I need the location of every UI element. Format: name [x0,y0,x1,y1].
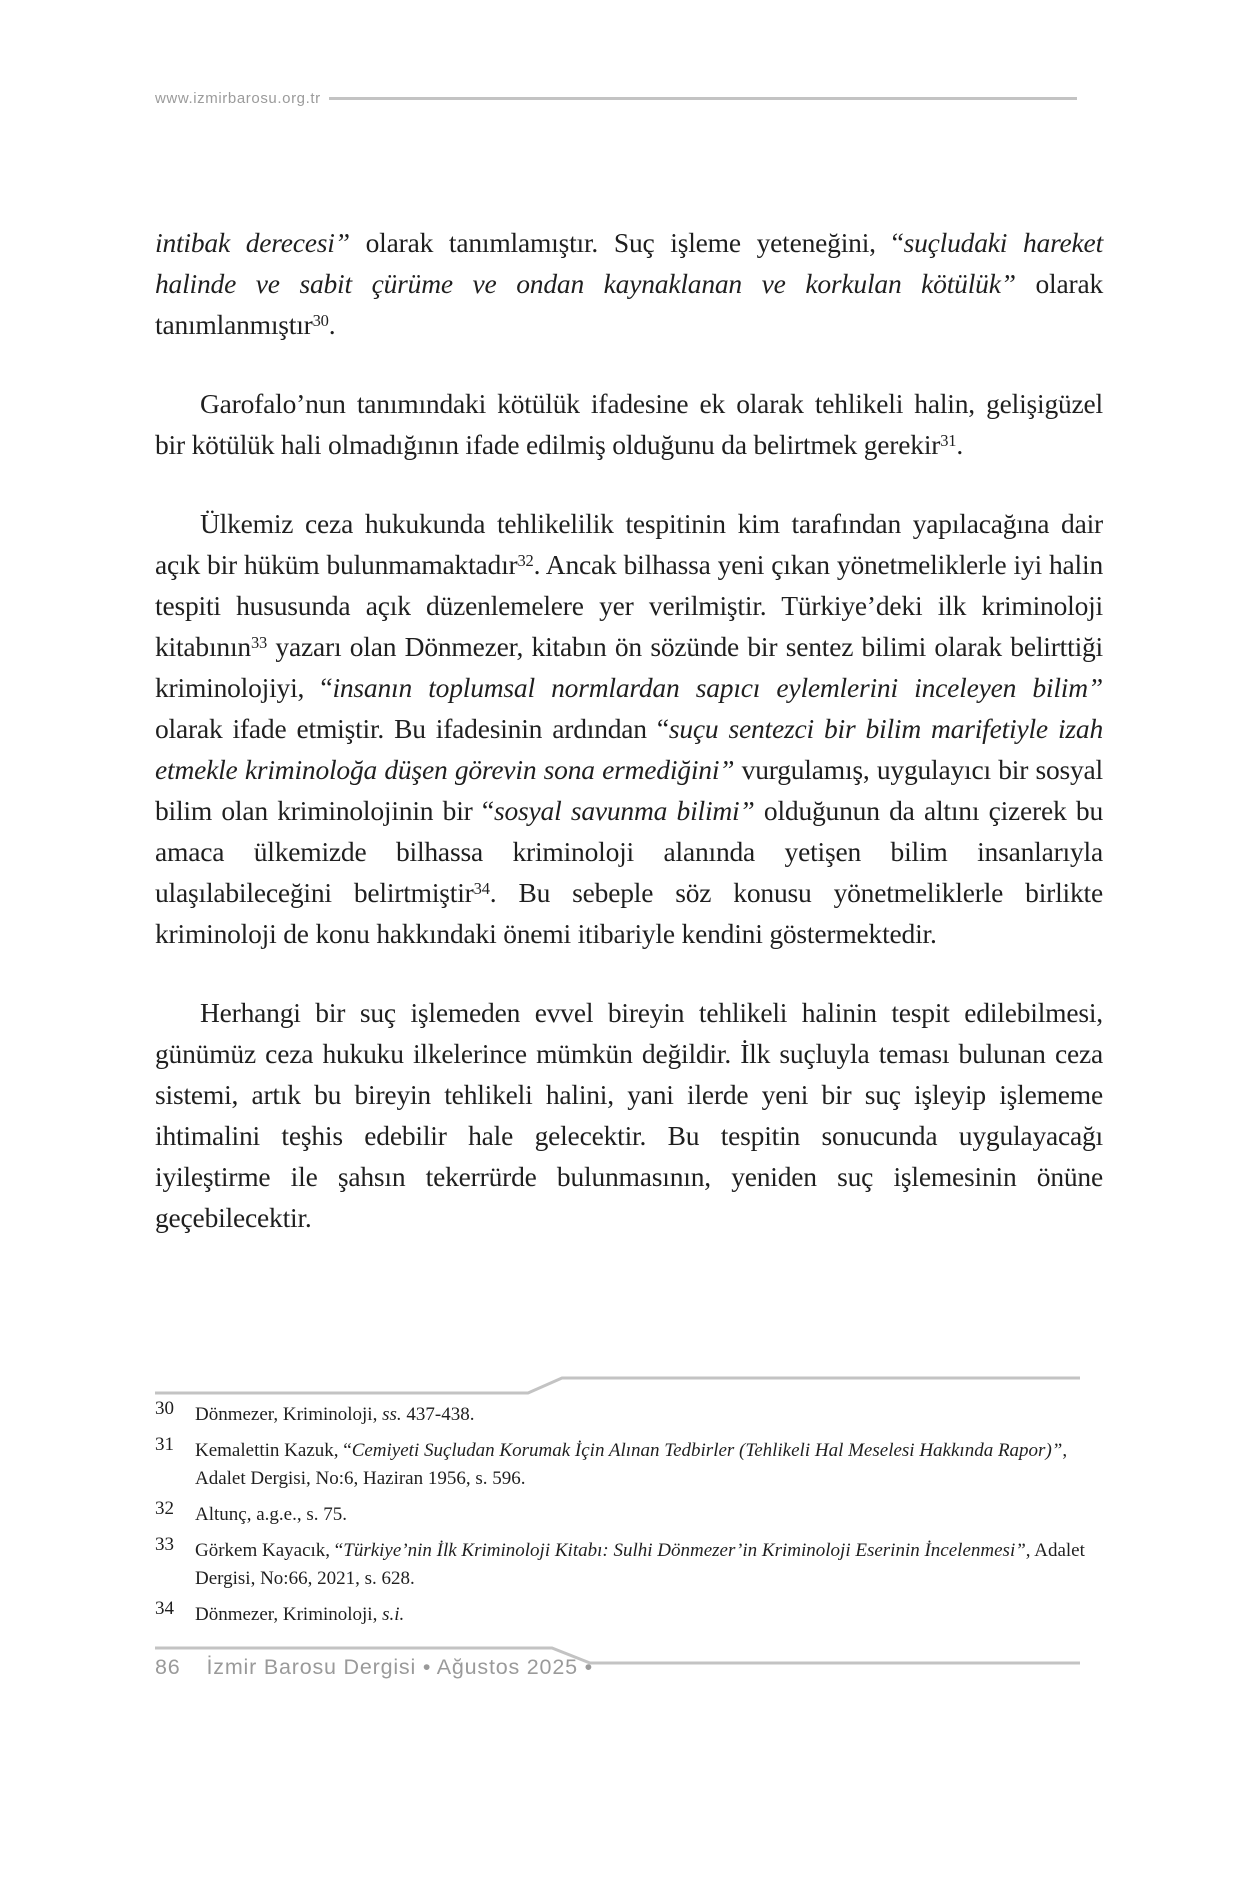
footer-text: İzmir Barosu Dergisi • Ağustos 2025 • [206,1655,593,1679]
footnote-text: Görkem Kayacık, “Türkiye’nin İlk Kriminoloji Kitabı: Sulhi Dönmezer’in Kriminoloji Eserinin İncelenmesi”, Adalet Dergisi, No:66, 2021, s. 628. [195,1540,1085,1589]
footnote-33 [155,1534,1105,1593]
footnote-text: Dönmezer, Kriminoloji, s.i. [195,1604,405,1625]
page-footer [155,1655,593,1680]
page-header [155,90,1077,107]
footnotes-section [155,1398,1105,1637]
footnote-text: Kemalettin Kazuk, “Cemiyeti Suçludan Korumak İçin Alınan Tedbirler (Tehlikeli Hal Meselesi Hakkında Rapor)”, Adalet Dergisi, No:6, Haziran 1956, s. 596. [195,1440,1068,1489]
footnote-text: Dönmezer, Kriminoloji, ss. 437-438. [195,1404,475,1425]
body-text [155,222,1103,1276]
footnote-30 [155,1398,1105,1429]
footnote-number: 32 [155,1498,174,1519]
page-number: 86 [155,1655,181,1679]
footnote-separator-line [0,1370,1260,1400]
footnote-number: 33 [155,1534,174,1555]
paragraph-4: Herhangi bir suç işlemeden evvel bireyin tehlikeli halinin tespit edilebilmesi, günümüz ceza hukuku ilkelerince mümkün değildir. İlk suçluyla teması bulunan ceza sistemi, artık bu bireyin tehlikeli halini, yani ilerde yeni bir suç işleyip işlememe ihtimalini teşhis edebilir hale gelecektir. Bu tespitin sonucunda uygulayacağı iyileştirme ile şahsın tekerrürde bulunmasının, yeniden suç işlemesinin önüne geçebilecektir. [155,997,1103,1233]
footnote-32 [155,1498,1105,1529]
footnote-number: 34 [155,1598,174,1619]
header-rule [329,97,1077,100]
footnote-34 [155,1598,1105,1629]
footnote-31 [155,1434,1105,1493]
paragraph-1: intibak derecesi” olarak tanımlamıştır. Suç işleme yeteneğini, “suçludaki hareket halinde ve sabit çürüme ve ondan kaynaklanan ve korkulan kötülük” olarak tanımlanmıştır$^{30}$. [155,227,1104,340]
paragraph-2: Garofalo’nun tanımındaki kötülük ifadesine ek olarak tehlikeli halin, gelişigüzel bir kötülük hali olmadığının ifade edilmiş olduğunu da belirtmek gerekir$^{31}$. [155,388,1103,460]
header-url: www.izmirbarosu.org.tr [155,90,321,107]
footnote-text: Altunç, a.g.e., s. 75. [195,1504,347,1525]
paragraph-3: Ülkemiz ceza hukukunda tehlikelilik tespitinin kim tarafından yapılacağına dair açık bir hüküm bulunmamaktadır$^{32}$. Ancak bilhassa yeni çıkan yönetmeliklerle iyi halin tespiti hususunda açık düzenlemelere yer verilmiştir. Türkiye’deki ilk kriminoloji kitabının$^{33}$ yazarı olan Dönmezer, kitabın ön sözünde bir sentez bilimi olarak belirttiği kriminolojiyi, “insanın toplumsal normlardan sapıcı eylemlerini inceleyen bilim” olarak ifade etmiştir. Bu ifadesinin ardından “suçu sentezci bir bilim marifetiyle izah etmekle kriminoloğa düşen görevin sona ermediğini” vurgulamış, uygulayıcı bir sosyal bilim olan kriminolojinin bir “sosyal savunma bilimi” olduğunun da altını çizerek bu amaca ülkemizde bilhassa kriminoloji alanında yetişen bilim insanlarıyla ulaşılabileceğini belirtmiştir$^{34}$. Bu sebeple söz konusu yönetmeliklerle birlikte kriminoloji de konu hakkındaki önemi itibariyle kendini göstermektedir. [155,508,1103,949]
footnote-number: 31 [155,1434,174,1455]
footnote-number: 30 [155,1398,174,1419]
